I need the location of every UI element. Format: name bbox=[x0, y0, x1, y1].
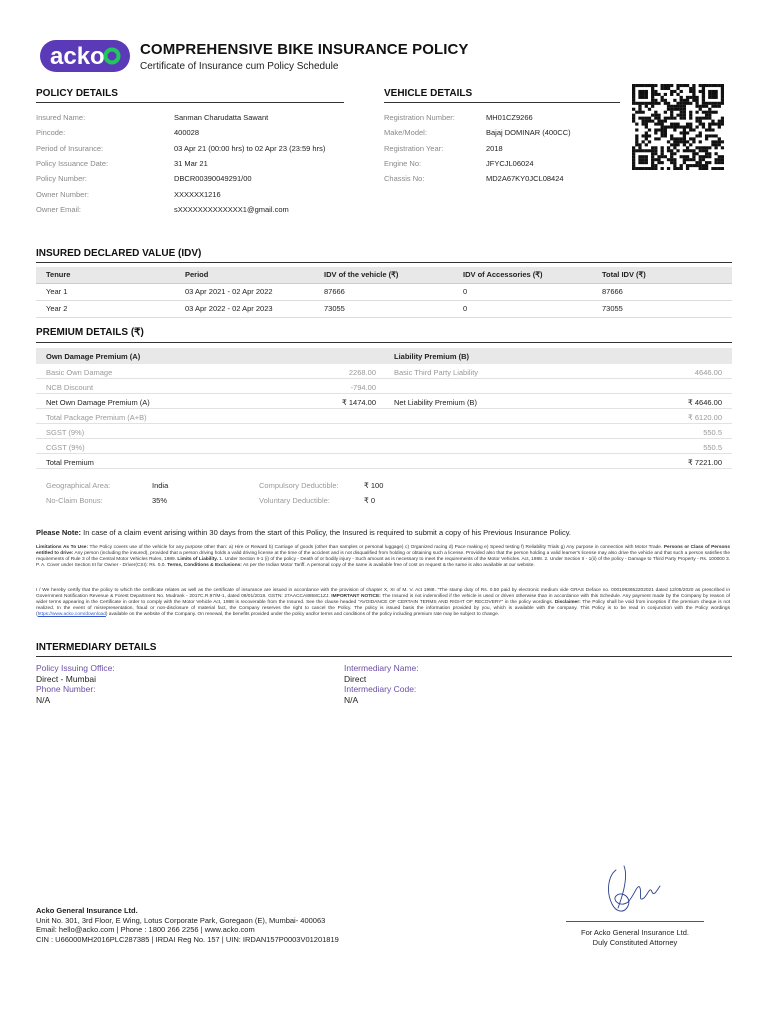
important-title: IMPORTANT NOTICE: bbox=[331, 594, 381, 600]
detail-value: 400028 bbox=[174, 128, 200, 138]
claim-note bbox=[36, 528, 571, 537]
total-premium-value: ₹ 7221.00 bbox=[688, 458, 722, 467]
limitations-paragraph bbox=[36, 545, 730, 569]
table-cell: 73055 bbox=[592, 300, 732, 317]
detail-value: Sanman Charudatta Sawant bbox=[174, 113, 269, 122]
total-package-label: Total Package Premium (A+B) bbox=[46, 413, 147, 422]
ncb-bonus-label: No-Claim Bonus: bbox=[46, 496, 103, 505]
premium-row-ncb bbox=[36, 379, 732, 394]
detail-label: Owner Number: bbox=[36, 189, 89, 199]
detail-value: XXXXXX1216 bbox=[174, 189, 221, 199]
detail-value: MH01CZ9266 bbox=[486, 113, 533, 122]
idv-rule bbox=[36, 262, 732, 263]
table-cell: 03 Apr 2021 - 02 Apr 2022 bbox=[175, 283, 314, 300]
compulsory-deductible-label: Compulsory Deductible: bbox=[259, 481, 339, 490]
net-od-label: Net Own Damage Premium (A) bbox=[46, 398, 150, 407]
premium-header-row bbox=[36, 348, 732, 364]
page-title: COMPREHENSIVE BIKE INSURANCE POLICY bbox=[140, 41, 469, 58]
persons-title: Persons or Class of Persons entitled to drive: bbox=[36, 545, 731, 557]
detail-label: Registration Number: bbox=[384, 113, 455, 122]
detail-label: Engine No: bbox=[384, 158, 422, 168]
total-package-value: ₹ 6120.00 bbox=[688, 413, 722, 422]
footer-contact: Email: hello@acko.com | Phone : 1800 266 2256 | www.acko.com bbox=[36, 925, 255, 934]
idv-col-accessories: IDV of Accessories (₹) bbox=[453, 267, 592, 283]
table-cell: 0 bbox=[453, 283, 592, 300]
closing-text: ) available on the website of the Company. On renewal, the benefits provided under the policy and/or terms and conditions of the policy including premium rate may be subject to change. bbox=[105, 612, 500, 618]
sgst-label: SGST (9%) bbox=[46, 428, 85, 437]
table-cell: Year 1 bbox=[36, 283, 175, 300]
voluntary-deductible-value: ₹ 0 bbox=[364, 496, 376, 505]
premium-row-basic bbox=[36, 364, 732, 379]
limitations-title: Limitations As To Use: bbox=[36, 545, 89, 550]
net-liability-value: ₹ 4646.00 bbox=[688, 398, 722, 407]
net-od-value: ₹ 1474.00 bbox=[342, 398, 376, 407]
table-cell: 03 Apr 2022 - 02 Apr 2023 bbox=[175, 300, 314, 317]
disclaimer-text: The Policy shall be void from inception if the premium cheque is not realized. In the event of misrepresentation, fraud or non-disclosure of material fact, the Company reserves the right to cancel the Policy. The policy is issued basis the information provided by you, which is available with the company. This Policy is to be read in conjunction with the Policy wordings ( bbox=[36, 600, 730, 618]
intermediary-code-label: Intermediary Code: bbox=[344, 684, 417, 694]
detail-label: Policy Number: bbox=[36, 174, 87, 184]
premium-row-cgst bbox=[36, 439, 732, 454]
policy-wordings-link[interactable]: https://www.acko.com/download bbox=[37, 612, 106, 618]
premium-rule bbox=[36, 342, 732, 343]
idv-col-vehicle: IDV of the vehicle (₹) bbox=[314, 267, 453, 283]
footer-address: Unit No. 301, 3rd Floor, E Wing, Lotus Corporate Park, Goregaon (E), Mumbai- 400063 bbox=[36, 915, 326, 925]
detail-label: Pincode: bbox=[36, 128, 66, 138]
policy-details-rule bbox=[36, 102, 344, 103]
intermediary-heading: INTERMEDIARY DETAILS bbox=[36, 642, 157, 653]
limitations-text: The Policy covers use of the vehicle for any purpose other than: a) Hire or Reward b) Carriage of goods (other than samples or personal luggage) c) Organized racing d) Pace making e) Speed testing f) Reliability Trials g) Any purpose in connection with Motor Trade. bbox=[88, 545, 664, 550]
phone-label: Phone Number: bbox=[36, 684, 96, 694]
table-row bbox=[36, 300, 732, 317]
cgst-label: CGST (9%) bbox=[46, 443, 85, 452]
voluntary-deductible-label: Voluntary Deductible: bbox=[259, 496, 330, 505]
table-cell: 87666 bbox=[592, 283, 732, 300]
intermediary-rule bbox=[36, 656, 732, 657]
geo-area-label: Geographical Area: bbox=[46, 481, 111, 490]
premium-row-package bbox=[36, 409, 732, 424]
intermediary-code-value: N/A bbox=[344, 694, 359, 705]
certification-paragraph bbox=[36, 588, 730, 618]
detail-value: MD2A67KY0JCL08424 bbox=[486, 174, 564, 184]
signatory-block bbox=[560, 928, 710, 947]
vehicle-details-heading: VEHICLE DETAILS bbox=[384, 88, 473, 99]
phone-value: N/A bbox=[36, 694, 51, 705]
company-footer bbox=[36, 906, 339, 944]
policy-details-heading: POLICY DETAILS bbox=[36, 88, 118, 99]
basic-od-value: 2268.00 bbox=[348, 368, 376, 377]
table-cell: Year 2 bbox=[36, 300, 175, 317]
certify-text: I / We hereby certify that the policy to which the certificate relates as well as the certificate of insurance are issued in accordance with the provision of chapter X, XI of M. V. Act 1988. "The stamp duty of Rs. 0.50 paid by electronic medium vide GRAS Deface no. 0001993652202021 dated 12/05/2020 as prescribed in Government Notification Revenue & Forest Department No. Mudrank - 2017C.R.97/M-1, dated 09/01/2018. GSTN: 27AACCA8858C1ZJ. bbox=[36, 588, 730, 600]
svg-text:acko: acko bbox=[50, 43, 105, 70]
detail-value: DBCR00390049291/00 bbox=[174, 174, 252, 184]
persons-text: Any person (including the insured), provided that a person driving holds a valid driving license at the time of the accident and is not disqualified from holding or obtaining such a license. Provided also that the person holding a valid learner's license may also drive the vehicle and that such a person satisfies the requirements of Rule 3 of the Central Motor Vehicles Rules, 1989. bbox=[36, 551, 731, 563]
premium-row-total bbox=[36, 454, 732, 469]
important-text: The Insured is not indemnified if the vehicle is used or driven otherwise than in accordance with this Schedule. Any payment made by the Company by reason of wider terms appearing in the Certificate in order to comply with the Motor Vehicle Act, 1988 is recoverable from the Insured. See the clause headed "AVOIDANCE OF CERTAIN TERMS AND RIGHT OF RECOVERY" in the policy wordings. bbox=[36, 594, 730, 606]
table-row bbox=[36, 283, 732, 300]
sgst-value: 550.5 bbox=[703, 428, 722, 437]
detail-value: 2018 bbox=[486, 143, 503, 153]
idv-col-total: Total IDV (₹) bbox=[592, 267, 732, 283]
detail-value: 31 Mar 21 bbox=[174, 158, 208, 168]
claim-note-text: In case of a claim event arising within 30 days from the start of this Policy, the Insured is required to submit a copy of his Previous Insurance Policy. bbox=[81, 528, 571, 537]
detail-value: Bajaj DOMINAR (400CC) bbox=[486, 128, 571, 138]
premium-heading: PREMIUM DETAILS (₹) bbox=[36, 327, 144, 338]
intermediary-name-value: Direct bbox=[344, 673, 367, 684]
detail-label: Make/Model: bbox=[384, 128, 427, 138]
table-cell: 87666 bbox=[314, 283, 453, 300]
ncb-value: -794.00 bbox=[350, 383, 376, 392]
acko-logo bbox=[40, 40, 130, 72]
idv-table bbox=[36, 267, 732, 318]
signature-line bbox=[566, 921, 704, 922]
idv-col-tenure: Tenure bbox=[36, 267, 175, 283]
detail-label: Owner Email: bbox=[36, 204, 82, 214]
liability-text: 1. Under Section II-1 (i) of the policy - Death of or bodily injury - Such amount as is necessary to meet the requirements of the Motor Vehicles. Act, 1988. 2. Under Section II - 1(ii) of the policy - Damage to Third Party Property - Rs. 100000 3. P. A. Cover under Section III for Owner - Driver(CSI): Rs. 0.0. bbox=[36, 557, 731, 569]
detail-label: Policy Issuance Date: bbox=[36, 158, 109, 168]
claim-note-label: Please Note: bbox=[36, 528, 82, 537]
page-subtitle: Certificate of Insurance cum Policy Schedule bbox=[140, 61, 339, 72]
geo-area-value: India bbox=[152, 481, 169, 490]
intermediary-name-block bbox=[344, 663, 419, 705]
ncb-bonus-value: 35% bbox=[152, 496, 168, 505]
disclaimer-title: Disclaimer: bbox=[554, 600, 581, 606]
liability-title: Limits of Liability. bbox=[177, 557, 218, 563]
detail-value: JFYCJL06024 bbox=[486, 158, 534, 168]
sign-role: Duly Constituted Attorney bbox=[592, 937, 678, 947]
intermediary-name-label: Intermediary Name: bbox=[344, 663, 419, 673]
table-cell: 73055 bbox=[314, 300, 453, 317]
sign-for: For Acko General Insurance Ltd. bbox=[581, 928, 689, 937]
liability-header: Liability Premium (B) bbox=[394, 352, 470, 361]
total-premium-label: Total Premium bbox=[46, 458, 94, 467]
issuing-office-label: Policy Issuing Office: bbox=[36, 663, 115, 673]
issuing-office-block bbox=[36, 663, 115, 705]
net-liability-label: Net Liability Premium (B) bbox=[394, 398, 477, 407]
basic-tp-value: 4646.00 bbox=[694, 368, 722, 377]
compulsory-deductible-value: ₹ 100 bbox=[364, 481, 384, 490]
terms-text: As per the Indian Motor Tariff. A personal copy of the same is available free of cost on request & the same is also available at our website. bbox=[241, 563, 535, 569]
detail-label: Period of Insurance: bbox=[36, 143, 104, 153]
premium-table bbox=[36, 348, 732, 469]
footer-company: Acko General Insurance Ltd. bbox=[36, 906, 138, 915]
terms-title: Terms, Conditions & Exclusions: bbox=[167, 563, 242, 569]
cgst-value: 550.5 bbox=[703, 443, 722, 452]
detail-label: Insured Name: bbox=[36, 113, 86, 122]
issuing-office-value: Direct - Mumbai bbox=[36, 673, 96, 684]
table-cell: 0 bbox=[453, 300, 592, 317]
detail-label: Chassis No: bbox=[384, 174, 425, 184]
detail-label: Registration Year: bbox=[384, 143, 444, 153]
basic-tp-label: Basic Third Party Liability bbox=[394, 368, 479, 377]
signature-icon bbox=[594, 862, 670, 918]
detail-value: 03 Apr 21 (00:00 hrs) to 02 Apr 23 (23:59 hrs) bbox=[174, 143, 326, 153]
detail-value: sXXXXXXXXXXXXX1@gmail.com bbox=[174, 204, 289, 214]
idv-header-row bbox=[36, 267, 732, 283]
idv-heading: INSURED DECLARED VALUE (IDV) bbox=[36, 248, 202, 259]
premium-row-net bbox=[36, 394, 732, 409]
basic-od-label: Basic Own Damage bbox=[46, 368, 113, 377]
own-damage-header: Own Damage Premium (A) bbox=[46, 352, 141, 361]
footer-registration: CIN : U66000MH2016PLC287385 | IRDAI Reg No. 157 | UIN: IRDAN157P0003V01201819 bbox=[36, 934, 339, 944]
premium-row-sgst bbox=[36, 424, 732, 439]
ncb-label: NCB Discount bbox=[46, 383, 94, 392]
idv-col-period: Period bbox=[175, 267, 314, 283]
vehicle-details-rule bbox=[384, 102, 620, 103]
qr-code-icon[interactable] bbox=[632, 84, 724, 170]
